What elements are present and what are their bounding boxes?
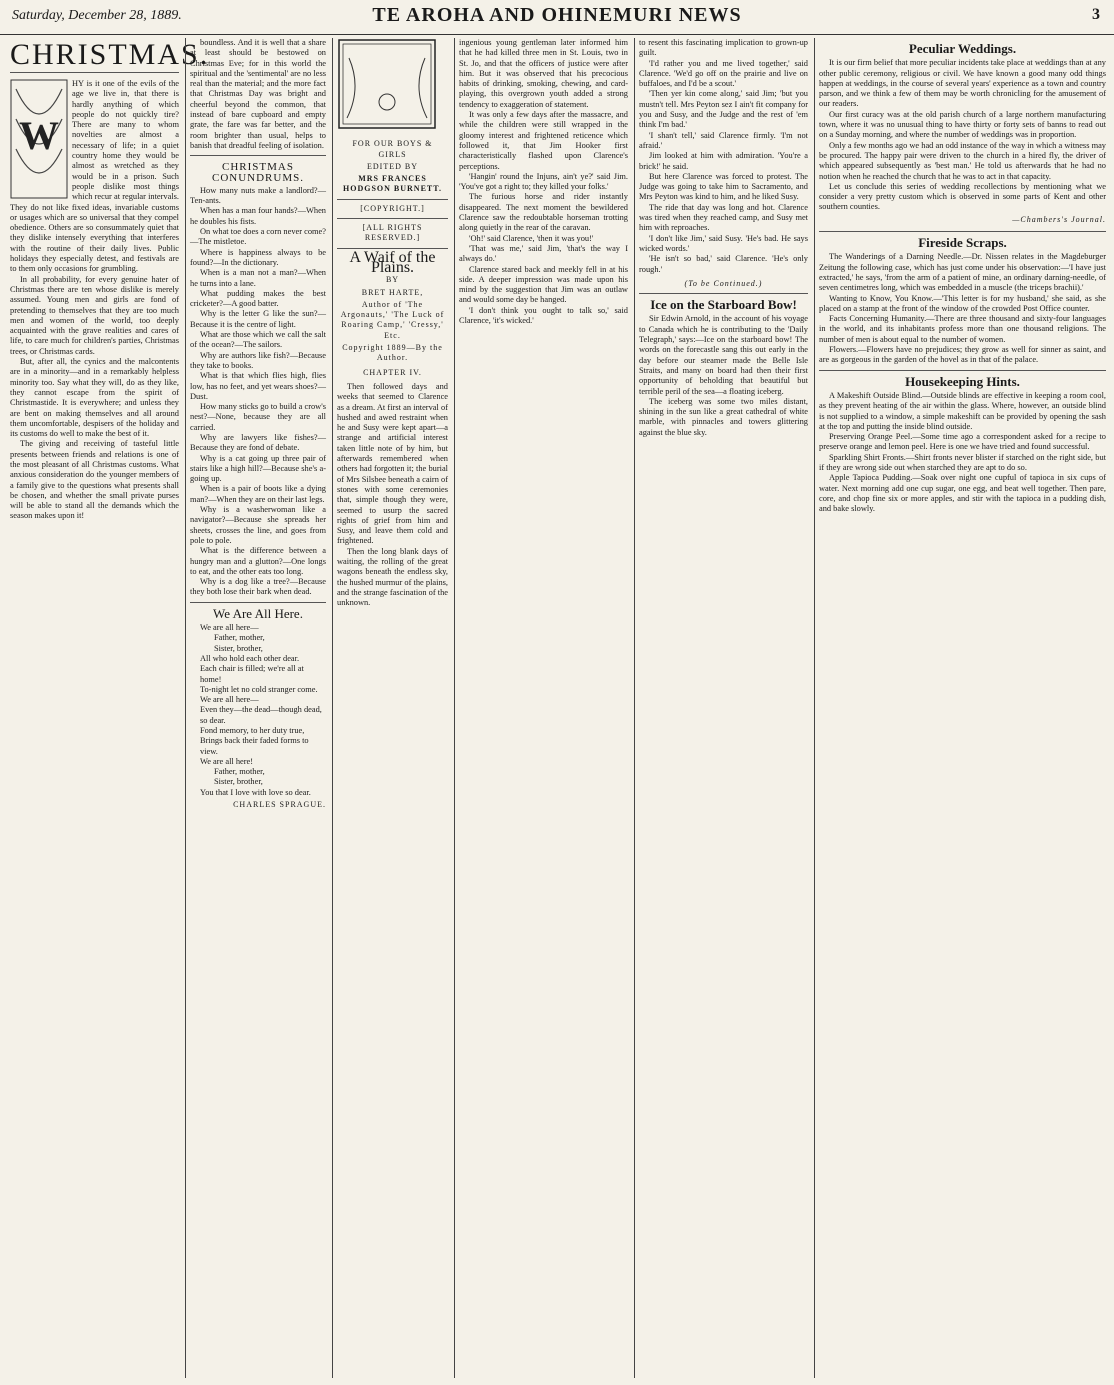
story-paragraph: 'I shan't tell,' said Clarence firmly. 'I'm not afraid.': [639, 130, 808, 150]
editor-name: MRS FRANCES HODGSON BURNETT.: [343, 174, 442, 194]
poem-line: All who hold each other dear.: [200, 653, 300, 663]
fireside-paragraph: The Wanderings of a Darning Needle.—Dr. Nissen relates in the Magdeburger Zeitung the following case, which has just come under his observation:—'I have just extracted,' he says, 'from the arm of a patient of mine, an ordinary darning-needle, of seven centimetres long, which was embedded in a muscle (the triceps brachii).': [819, 252, 1106, 293]
poem-line: Brings back their faded forms to view.: [200, 736, 309, 756]
poem-line: Each chair is filled; we're all at home!: [200, 664, 304, 684]
story-author: BRET HARTE,: [361, 287, 424, 297]
conundrum-item: What is the difference between a hungry man and a glutton?—One longs to eat, and the other eats too long.: [190, 546, 326, 576]
divider: [337, 218, 448, 219]
story-paragraph: 'Oh!' said Clarence, 'then it was you!': [469, 233, 594, 243]
christmas-paragraph: The giving and receiving of tasteful little presents between friends and relations is one of the most pleasant of all Christmas customs. What anxious consideration do the younger members of a family give to the questions what presents shall be chosen, and whether the small private purses will be able to stand all the demands which the season makes upon it!: [10, 439, 179, 521]
column-conundrums: [185, 38, 330, 1378]
christmas-continued: boundless. And it is well that a share at least should be bestowed on Christmas Eve; for in this world the spiritual and the 'sentimental' are no less real than the material; and the more fact that Christmas Day was bright and cheerful beyond the common, that instead of bare cupboard and empty grate, the fare was far better, and the room brighter than usual, helps to banish that dreadful feeling of isolation.: [190, 38, 326, 150]
poem-line: Even they—the dead—though dead, so dear.: [200, 705, 322, 725]
weddings-paragraph: Let us conclude this series of wedding recollections by mentioning what we consider a very pretty custom which is observed in some parts of Kent and other southern counties.: [819, 181, 1106, 212]
column-story-end-iceberg: [634, 38, 812, 1378]
conundrum-item: How many nuts make a landlord?—Ten-ants.: [190, 185, 326, 206]
divider: [639, 293, 808, 294]
ice-paragraph: The iceberg was some two miles distant, shining in the sun like a great cathedral of white marble, with pinnacles and towers glittering against the blue sky.: [639, 396, 808, 437]
divider: [337, 199, 448, 200]
conundrum-item: What pudding makes the best cricketer?—A good batter.: [190, 288, 326, 309]
ice-paragraph: Sir Edwin Arnold, in the account of his voyage to Canada which he is contributing to the 'Daily Telegraph,' says:—Ice on the starboard bow! The words on the forecastle sang this out early in the day before our steamer made the Belle Isle Straits, and many on board had then their first opportunity of beholding that beautiful but terrible peril of the sea—a floating iceberg.: [639, 314, 808, 396]
story-paragraph: Then the long blank days of waiting, the rolling of the great wagons beneath the endless sky, the hushed murmur of the plains, and the strange fascination of the unknown.: [337, 546, 448, 608]
conundrum-item: What are those which we call the salt of the ocean?—The sailors.: [190, 330, 326, 350]
conundrum-item: Why is the letter G like the sun?—Because it is the centre of light.: [190, 309, 326, 329]
divider: [190, 155, 326, 156]
edited-by: EDITED BY: [367, 161, 418, 171]
conundrum-item: Why are lawyers like fishes?—Because they are fond of debate.: [190, 432, 326, 453]
story-paragraph: to resent this fascinating implication to grown-up guilt.: [639, 38, 808, 58]
column-story-continued: [454, 38, 632, 1378]
divider: [190, 602, 326, 603]
story-paragraph: Clarence stared back and meekly fell in at his side. A deeper impression was made upon his mind by the suggestion that Jim was an outlaw and would some day be hanged.: [459, 264, 628, 305]
poem-line: Sister, brother,: [214, 777, 263, 787]
story-paragraph: It was only a few days after the massacre, and while the children were still wrapped in the gloomy interest and frightened reticence which followed it, that Jim Hooker first characteristically flashed upon Clarence's perceptions.: [459, 110, 628, 171]
divider: [819, 231, 1106, 232]
ice-heading: Ice on the Starboard Bow!: [650, 297, 797, 313]
story-paragraph: Then followed days and weeks that seemed to Clarence as a dream. At first an interval of hushed and awed restraint when he and Susy were kept apart—a strange and artificial interest taken little note of by him, but afterwards remembered when others had forgotten it; the burial of Mrs Silsbee beneath a cairn of stones with some ceremonies that, simple though they were, seemed to usurp the sacred rights of grief from him and Susy, and leave them cold and frightened.: [337, 381, 448, 546]
ornament-caption: FOR OUR BOYS & GIRLS: [352, 139, 433, 159]
author-note: Author of 'The Argonauts,' 'The Luck of Roaring Camp,' 'Cressy,' Etc.: [340, 299, 445, 340]
conundrum-item: How many sticks go to build a crow's nest?—None, because they are all carried.: [190, 402, 326, 432]
story-paragraph: The ride that day was long and hot. Clarence was tired when they reached camp, and Susy met him with reproaches.: [639, 202, 808, 233]
poem-line: Fond memory, to her duty true,: [200, 726, 305, 735]
conundrum-item: When is a pair of boots like a dying man?—When they are on their last legs.: [190, 484, 326, 504]
christmas-paragraph: In all probability, for every genuine hater of Christmas there are ten whose dislike is merely assumed. Young men and girls are fond of pretending to themselves that they are too much men and women of the world, too deeply acquainted with the grave realities and cares of life, to care much for children's parties, Christmas trees, or Christmas cards.: [10, 274, 179, 356]
story-by: BY: [385, 275, 400, 285]
poem-line: Father, mother,: [214, 767, 265, 777]
christmas-paragraph: HY is it one of the evils of the age we live in, that there is hardly anything of which people do not quickly tire? There are many to whom novelties are almost a necessary of life; in a quiet country home they would be almost as wretched as they would be in a prison. Such people dislike most things which recur at regular intervals. They do not like fixed ideas, invariable customs or usages which are so universal that they compel obedience. Others are so consummately quiet that they dislike intensely everything that interferes with the routine of their daily lives. Public holidays they especially detest, and festivals are to them only occasions for grumbling.: [10, 79, 179, 274]
poem-heading: We Are All Here.: [213, 605, 303, 621]
column-christmas: [6, 38, 210, 1378]
poem-line: Father, mother,: [214, 633, 265, 643]
poem-signature: CHARLES SPRAGUE.: [233, 800, 326, 810]
conundrum-item: When has a man four hands?—When he doubles his fists.: [190, 206, 326, 226]
fireside-heading: Fireside Scraps.: [918, 235, 1007, 251]
story-paragraph: 'That was me,' said Jim, 'that's the way I always do.': [459, 243, 628, 264]
fireside-paragraph: Wanting to Know, You Know.—'This letter is for my husband,' she said, as she placed on a stamp at the front of the window of the crowded Post Office counter.: [819, 293, 1106, 313]
poem-line: We are all here!: [200, 756, 254, 766]
page-number: 3: [1092, 6, 1100, 23]
conundrum-item: On what toe does a corn never come?—The mistletoe.: [190, 227, 326, 247]
story-paragraph: ingenious young gentleman later informed him that he had killed three men in St. Louis, two in St. Jo, and that the officers of justice were after him. But it was observed that his precocious habits of drinking, smoking, chewing, and card-playing, this overgrown youth added a strong tendency to exaggeration of statement.: [459, 38, 628, 109]
poem-verse: [190, 623, 326, 798]
poem-line: Sister, brother,: [214, 643, 263, 653]
svg-text:W: W: [19, 113, 59, 158]
copyright-note: [COPYRIGHT.]: [360, 203, 425, 213]
fireside-paragraph: Facts Concerning Humanity.—There are three thousand and sixty-four languages in the world, and its inhabitants profess more than one thousand religions. The number of men is about equal to the number of women.: [819, 314, 1106, 344]
story-title: A Waif of the Plains.: [349, 248, 436, 276]
conundrum-item: What is that which flies high, flies low, has no feet, and yet wears shoes?—Dust.: [190, 371, 326, 401]
christmas-paragraph: But, after all, the cynics and the malcontents are in a minority—and in a remarkably helpless minority too. Say what they will, do as they like, they cannot escape from the spirit of Christmastide. It is everywhere; and unless they are bent on making themselves and all around them uncomfortable, despisers of the holiday and its customs do well to make the best of it.: [10, 357, 179, 439]
housekeeping-heading: Housekeeping Hints.: [905, 373, 1020, 389]
conundrum-item: Why is a washerwoman like a navigator?—Because she spreads her sheets, crosses the line, and goes from pole to pole.: [190, 505, 326, 545]
story-paragraph: 'I'd rather you and me lived together,' said Clarence. 'We'd go off on the prairie and live on buffaloes, and I'd be a scout.': [639, 58, 808, 89]
weddings-paragraph: It is our firm belief that more peculiar incidents take place at weddings than at any other public ceremony, religious or civil. We have known a good many odd things happen at weddings, in the course of several years' experience as a town and country parson, and we think a few of them may be worth chronicling for the amusement of our readers.: [819, 58, 1106, 109]
fireside-paragraph: Flowers.—Flowers have no prejudices; they grow as well for sinner as saint, and are as gorgeous in the garden of the hovel as in that of the palace.: [819, 345, 1106, 365]
conundrum-item: When is a man not a man?—When he turns into a lane.: [190, 268, 326, 288]
divider: [819, 370, 1106, 371]
story-paragraph: The furious horse and rider instantly disappeared. The next moment the bewildered Clarence saw the redoubtable horseman trotting along quietly in the rear of the caravan.: [459, 192, 628, 233]
poem-line: To-night let no cold stranger come.: [200, 684, 318, 694]
story-paragraph: But here Clarence was forced to protest. The Judge was going to take him to Sacramento, and Mrs Peyton was kind to him, and he liked Susy.: [639, 171, 808, 202]
chapter-label: CHAPTER IV.: [363, 367, 422, 377]
housekeeping-paragraph: Preserving Orange Peel.—Some time ago a correspondent asked for a recipe to preserve orange and lemon peel. Here is one we have tried and found successful.: [819, 432, 1106, 452]
conundrum-item: Why is a dog like a tree?—Because they both lose their bark when dead.: [190, 577, 326, 597]
conundrum-item: Where is happiness always to be found?—In the dictionary.: [190, 247, 326, 267]
poem-line: You that I love with love so dear.: [200, 787, 311, 797]
paper-title: TE AROHA AND OHINEMURI NEWS: [372, 4, 742, 26]
story-paragraph: Jim looked at him with admiration. 'You're a brick!' he said.: [639, 151, 808, 171]
masthead: [0, 0, 1114, 35]
poem-line: We are all here—: [200, 695, 259, 705]
poem-line: We are all here—: [200, 623, 259, 633]
story-paragraph: 'Then yer kin come along,' said Jim; 'but you mustn't tell. Mrs Peyton sez I ain't fit company for you and Susy, and the Judge and the rest of 'em think I'm bad.': [639, 89, 808, 130]
story-paragraph: 'Hangin' round the Injuns, ain't ye?' said Jim. 'You've got a right to; they killed your folks.': [459, 171, 628, 192]
column-weddings-fireside-housekeeping: [814, 38, 1110, 1378]
story-paragraph: 'He isn't so bad,' said Clarence. 'He's only rough.': [639, 254, 808, 274]
story-copyright: Copyright 1889—By the Author.: [342, 343, 443, 363]
story-paragraph: 'I don't think you ought to talk so,' said Clarence, 'it's wicked.': [459, 305, 628, 326]
ornamental-dropcap-icon: [10, 79, 68, 199]
weddings-heading: Peculiar Weddings.: [908, 41, 1017, 56]
conundrums-heading: CHRISTMAS CONUNDRUMS.: [212, 161, 304, 184]
column-waif-story: [332, 38, 452, 1378]
housekeeping-paragraph: Apple Tapioca Pudding.—Soak over night one cupful of tapioca in six cups of water. Next morning add one cup sugar, one egg, and beat well together. Then pare, core, and chop fine six or more apples, and stir with the tapioca in a pudding dish, and bake slowly.: [819, 473, 1106, 514]
housekeeping-paragraph: Sparkling Shirt Fronts.—Shirt fronts never blister if starched on the right side, but if they are wrong side out when starched they are apt to do so.: [819, 452, 1106, 472]
boys-girls-ornament-icon: [337, 38, 437, 130]
story-paragraph: 'I don't like Jim,' said Susy. 'He's bad. He says wicked words.': [639, 233, 808, 253]
rights-note: [ALL RIGHTS RESERVED.]: [362, 223, 423, 243]
christmas-title: CHRISTMAS.: [10, 38, 210, 71]
conundrum-item: Why are authors like fish?—Because they take to books.: [190, 350, 326, 370]
issue-date: Saturday, December 28, 1889.: [12, 8, 182, 23]
conundrum-item: Why is a cat going up three pair of stairs like a high hill?—Because she's a-going up.: [190, 453, 326, 484]
housekeeping-paragraph: A Makeshift Outside Blind.—Outside blinds are effective in keeping a room cool, as they prevent heating of the air within the glass. Where, however, an outside blind is not supplied to a window, a simple makeshift can be provided by opening the sash at the top and putting the inside blind outside.: [819, 390, 1106, 431]
weddings-paragraph: Only a few months ago we had an odd instance of the way in which a witness may be procured. The happy pair were driven to the church in a hired fly, the driver of which appeared subsequently as 'best man.' He told us afterwards that he had no notion when he reached the church that he was to act in that capacity.: [819, 140, 1106, 181]
weddings-paragraph: Our first curacy was at the old parish church of a large northern manufacturing town, where it was no unusual thing to have thirty or forty sets of banns to read out on a Sunday morning, and where the number of weddings was in proportion.: [819, 109, 1106, 140]
to-be-continued: (To be Continued.): [684, 278, 763, 288]
weddings-source: —Chambers's Journal.: [1012, 214, 1106, 224]
